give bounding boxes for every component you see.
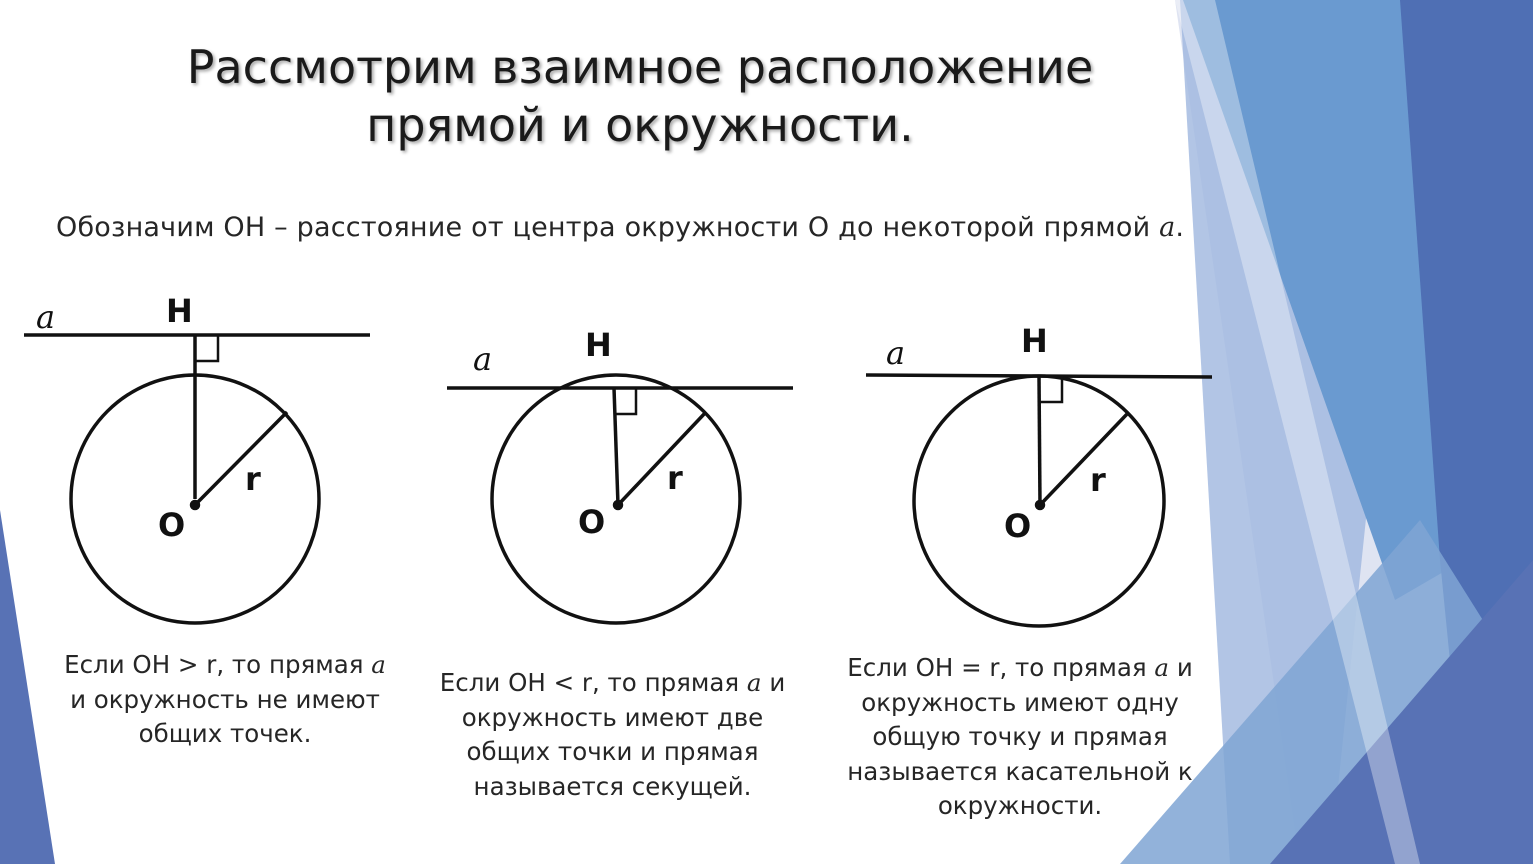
diagram-tangent bbox=[866, 375, 1212, 626]
radius-r bbox=[618, 412, 706, 505]
caption-variable: a bbox=[1154, 653, 1170, 682]
caption-text-2: и окружность имеют две общих точки и прямая называется секущей. bbox=[461, 668, 786, 801]
title-line-2: прямой и окружности. bbox=[366, 98, 914, 152]
subtitle-end: . bbox=[1175, 212, 1185, 243]
center-point bbox=[192, 502, 199, 509]
caption-variable: a bbox=[371, 650, 386, 679]
right-angle-mark bbox=[1040, 376, 1062, 402]
subtitle-text: Обозначим ОН – расстояние от центра окружности О до некоторой прямой bbox=[56, 212, 1160, 243]
caption-text-2: и окружность не имеют общих точек. bbox=[70, 684, 380, 748]
center-point bbox=[1037, 502, 1044, 509]
diagram-no-intersection bbox=[24, 335, 370, 623]
center-label-o: O bbox=[1004, 507, 1032, 545]
line-label-a: a bbox=[473, 340, 493, 378]
radius-label-r: r bbox=[667, 459, 683, 497]
caption-secant bbox=[420, 666, 805, 804]
radius-r bbox=[1040, 413, 1128, 505]
right-angle-mark bbox=[195, 335, 218, 361]
caption-text-1: Если ОН = r, то прямая bbox=[847, 653, 1155, 682]
radius-r bbox=[195, 412, 287, 505]
line-label-a: a bbox=[36, 298, 56, 336]
line-label-a: a bbox=[886, 334, 906, 372]
caption-tangent bbox=[820, 651, 1220, 824]
segment-oh bbox=[1039, 376, 1040, 505]
caption-text-2: и окружность имеют одну общую точку и прямая называется касательной к окружности. bbox=[847, 653, 1193, 820]
radius-label-r: r bbox=[1090, 461, 1106, 499]
caption-no-intersection bbox=[55, 648, 395, 752]
caption-text-1: Если ОН > r, то прямая bbox=[64, 650, 372, 679]
title-line-1: Рассмотрим взаимное расположение bbox=[186, 40, 1094, 94]
foot-label-h: H bbox=[1021, 322, 1048, 360]
diagram-secant bbox=[447, 375, 793, 623]
center-point bbox=[615, 502, 622, 509]
foot-label-h: H bbox=[166, 292, 193, 330]
segment-oh bbox=[614, 388, 618, 505]
foot-label-h: H bbox=[585, 326, 612, 364]
caption-text-1: Если ОН < r, то прямая bbox=[439, 668, 747, 697]
caption-variable: a bbox=[746, 668, 762, 697]
center-label-o: O bbox=[578, 503, 606, 541]
radius-label-r: r bbox=[245, 460, 261, 498]
subtitle-variable: a bbox=[1159, 212, 1176, 243]
right-angle-mark bbox=[615, 388, 636, 414]
center-label-o: O bbox=[158, 506, 186, 544]
